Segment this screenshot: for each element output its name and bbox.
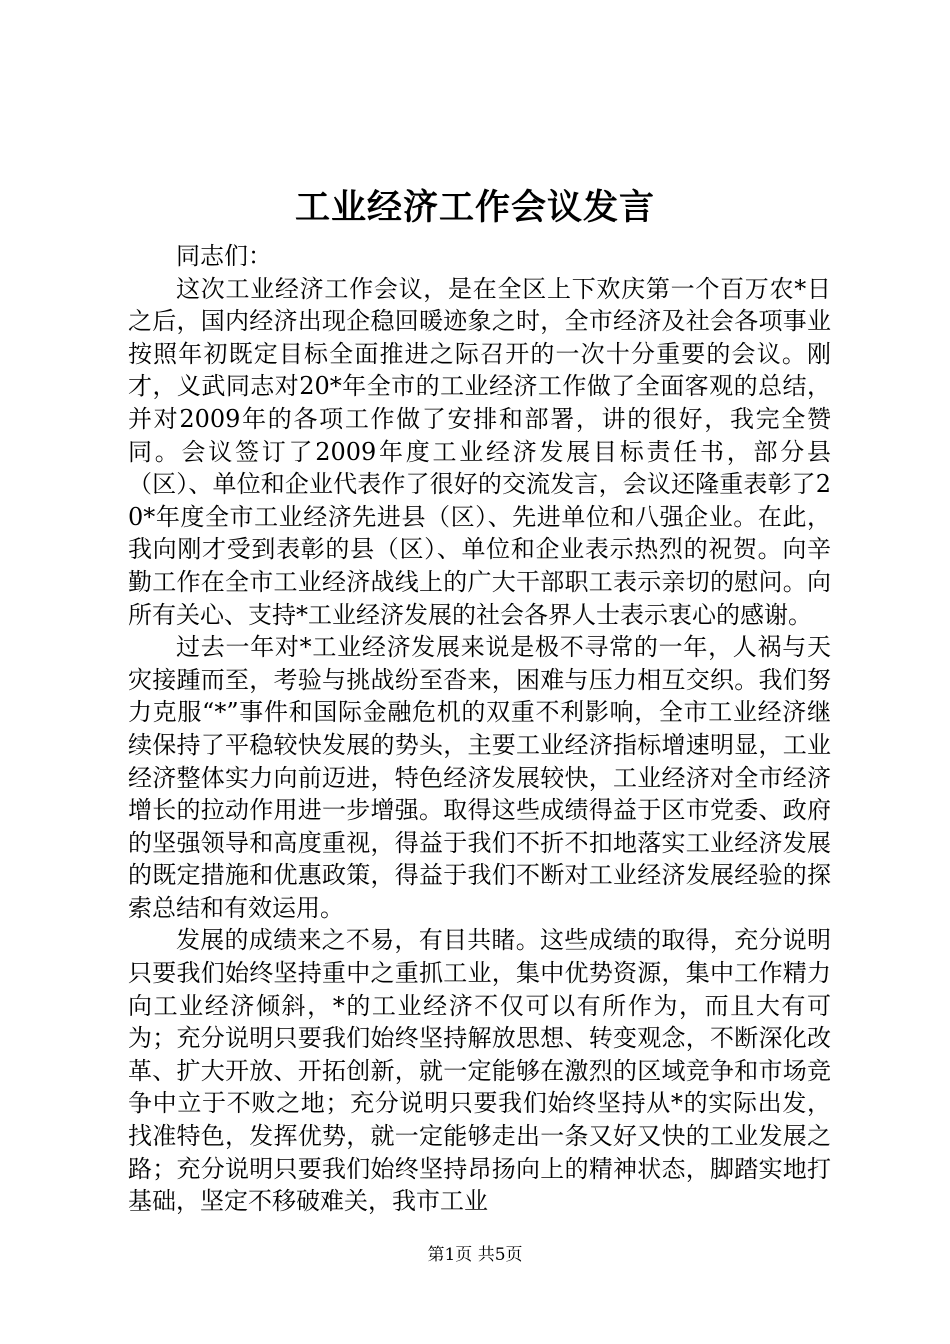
document-title: 工业经济工作会议发言: [294, 187, 655, 228]
document-body: [128, 240, 831, 1218]
paragraph-1: 这次工业经济工作会议，是在全区上下欢庆第一个百万农*日之后，国内经济出现企稳回暖迹象之时，全市经济及社会各项事业按照年初既定目标全面推进之际召开的一次十分重要的会议。刚才，义武同志对20*年全市的工业经济工作做了全面客观的总结，并对2009年的各项工作做了安排和部署，讲的很好，我完全赞同。会议签订了2009年度工业经济发展目标责任书，部分县（区）、单位和企业代表作了很好的交流发言，会议还隆重表彰了20*年度全市工业经济先进县（区）、先进单位和八强企业。在此，我向刚才受到表彰的县（区）、单位和企业表示热烈的祝贺。向辛勤工作在全市工业经济战线上的广大干部职工表示亲切的慰问。向所有关心、支持*工业经济发展的社会各界人士表示衷心的感谢。: [128, 274, 831, 629]
paragraph-3: 发展的成绩来之不易，有目共睹。这些成绩的取得，充分说明只要我们始终坚持重中之重抓工业，集中优势资源，集中工作精力向工业经济倾斜，*的工业经济不仅可以有所作为，而且大有可为；充分说明只要我们始终坚持解放思想、转变观念，不断深化改革、扩大开放、开拓创新，就一定能够在激烈的区域竞争和市场竞争中立于不败之地；充分说明只要我们始终坚持从*的实际出发，找准特色，发挥优势，就一定能够走出一条又好又快的工业发展之路；充分说明只要我们始终坚持昂扬向上的精神状态，脚踏实地打基础，坚定不移破难关，我市工业: [128, 926, 831, 1216]
salutation: 同志们：: [176, 242, 272, 270]
page-footer: 第1页 共5页: [427, 1245, 523, 1265]
paragraph-2: 过去一年对*工业经济发展来说是极不寻常的一年，人祸与天灾接踵而至，考验与挑战纷至沓来，困难与压力相互交织。我们努力克服“*”事件和国际金融危机的双重不利影响，全市工业经济继续保持了平稳较快发展的势头，主要工业经济指标增速明显，工业经济整体实力向前迈进，特色经济发展较快，工业经济对全市经济增长的拉动作用进一步增强。取得这些成绩得益于区市党委、政府的坚强领导和高度重视，得益于我们不折不扣地落实工业经济发展的既定措施和优惠政策，得益于我们不断对工业经济发展经验的探索总结和有效运用。: [128, 633, 831, 922]
